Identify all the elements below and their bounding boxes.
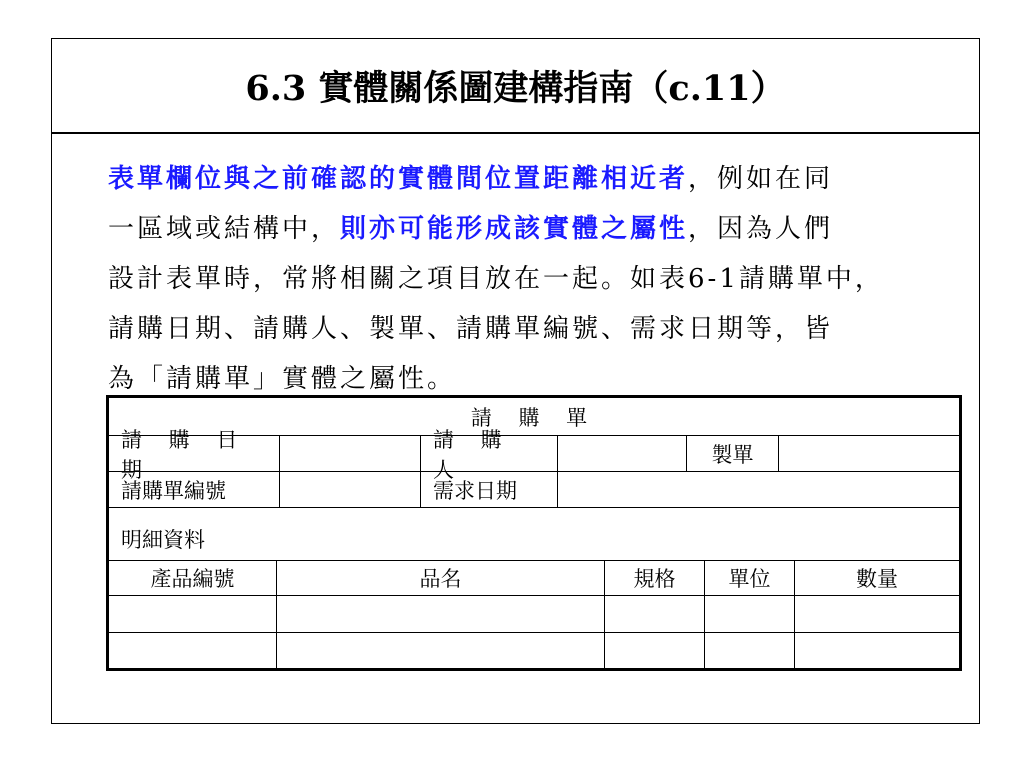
form-row-1 xyxy=(109,427,959,482)
table-cell xyxy=(109,633,277,668)
col-product-number: 產品編號 xyxy=(109,561,277,595)
table-cell xyxy=(605,596,705,632)
table-cell xyxy=(277,596,605,632)
table-cell xyxy=(109,596,277,632)
detail-header-row xyxy=(109,561,959,596)
line2-a: 一區域或結構中， xyxy=(108,214,341,244)
table-cell xyxy=(705,596,795,632)
highlight-text-1: 表單欄位與之前確認的實體間位置距離相近者 xyxy=(108,164,689,194)
detail-label: 明細資料 xyxy=(121,528,205,552)
form-title: 請 購 單 xyxy=(470,405,598,430)
detail-section xyxy=(109,508,959,561)
value-required-date xyxy=(558,472,959,507)
paragraph-line-5: 為「請購單」實體之屬性。 xyxy=(108,364,457,394)
paragraph-line-3: 設計表單時，常將相關之項目放在一起。如表6-1請購單中， xyxy=(108,264,884,294)
line2-b: ，因為人們 xyxy=(688,214,834,244)
label-form-maker: 製單 xyxy=(687,436,779,471)
table-cell xyxy=(705,633,795,668)
col-product-name: 品名 xyxy=(277,561,605,595)
slide xyxy=(51,38,980,724)
paragraph-line-4: 請購日期、請購人、製單、請購單編號、需求日期等，皆 xyxy=(108,314,834,344)
label-required-date: 需求日期 xyxy=(421,472,558,507)
paragraph-line-2 xyxy=(108,204,988,254)
value-request-date xyxy=(280,436,421,471)
col-quantity: 數量 xyxy=(856,567,898,591)
form-row-2 xyxy=(109,472,959,508)
col-specification: 規格 xyxy=(605,561,705,595)
table-cell xyxy=(795,596,959,632)
paragraph-line-1 xyxy=(108,154,988,204)
table-cell xyxy=(605,633,705,668)
body-paragraph xyxy=(108,154,988,404)
value-form-maker xyxy=(779,436,959,471)
col-unit: 單位 xyxy=(705,561,795,595)
line1-rest: ，例如在同 xyxy=(688,164,834,194)
detail-empty-row xyxy=(109,633,959,668)
detail-empty-row xyxy=(109,596,959,633)
label-request-date: 請 購 日 期 xyxy=(109,436,280,471)
table-cell xyxy=(277,633,605,668)
slide-title: 6.3 實體關係圖建構指南（c.11） xyxy=(52,39,979,134)
value-requisition-number xyxy=(280,472,421,507)
label-requisition-number: 請購單編號 xyxy=(109,472,280,507)
label-requester: 請 購 人 xyxy=(421,436,558,471)
value-requester xyxy=(558,436,687,471)
table-cell xyxy=(795,633,959,668)
purchase-requisition-form xyxy=(106,395,962,671)
highlight-text-2: 則亦可能形成該實體之屬性 xyxy=(340,214,689,244)
